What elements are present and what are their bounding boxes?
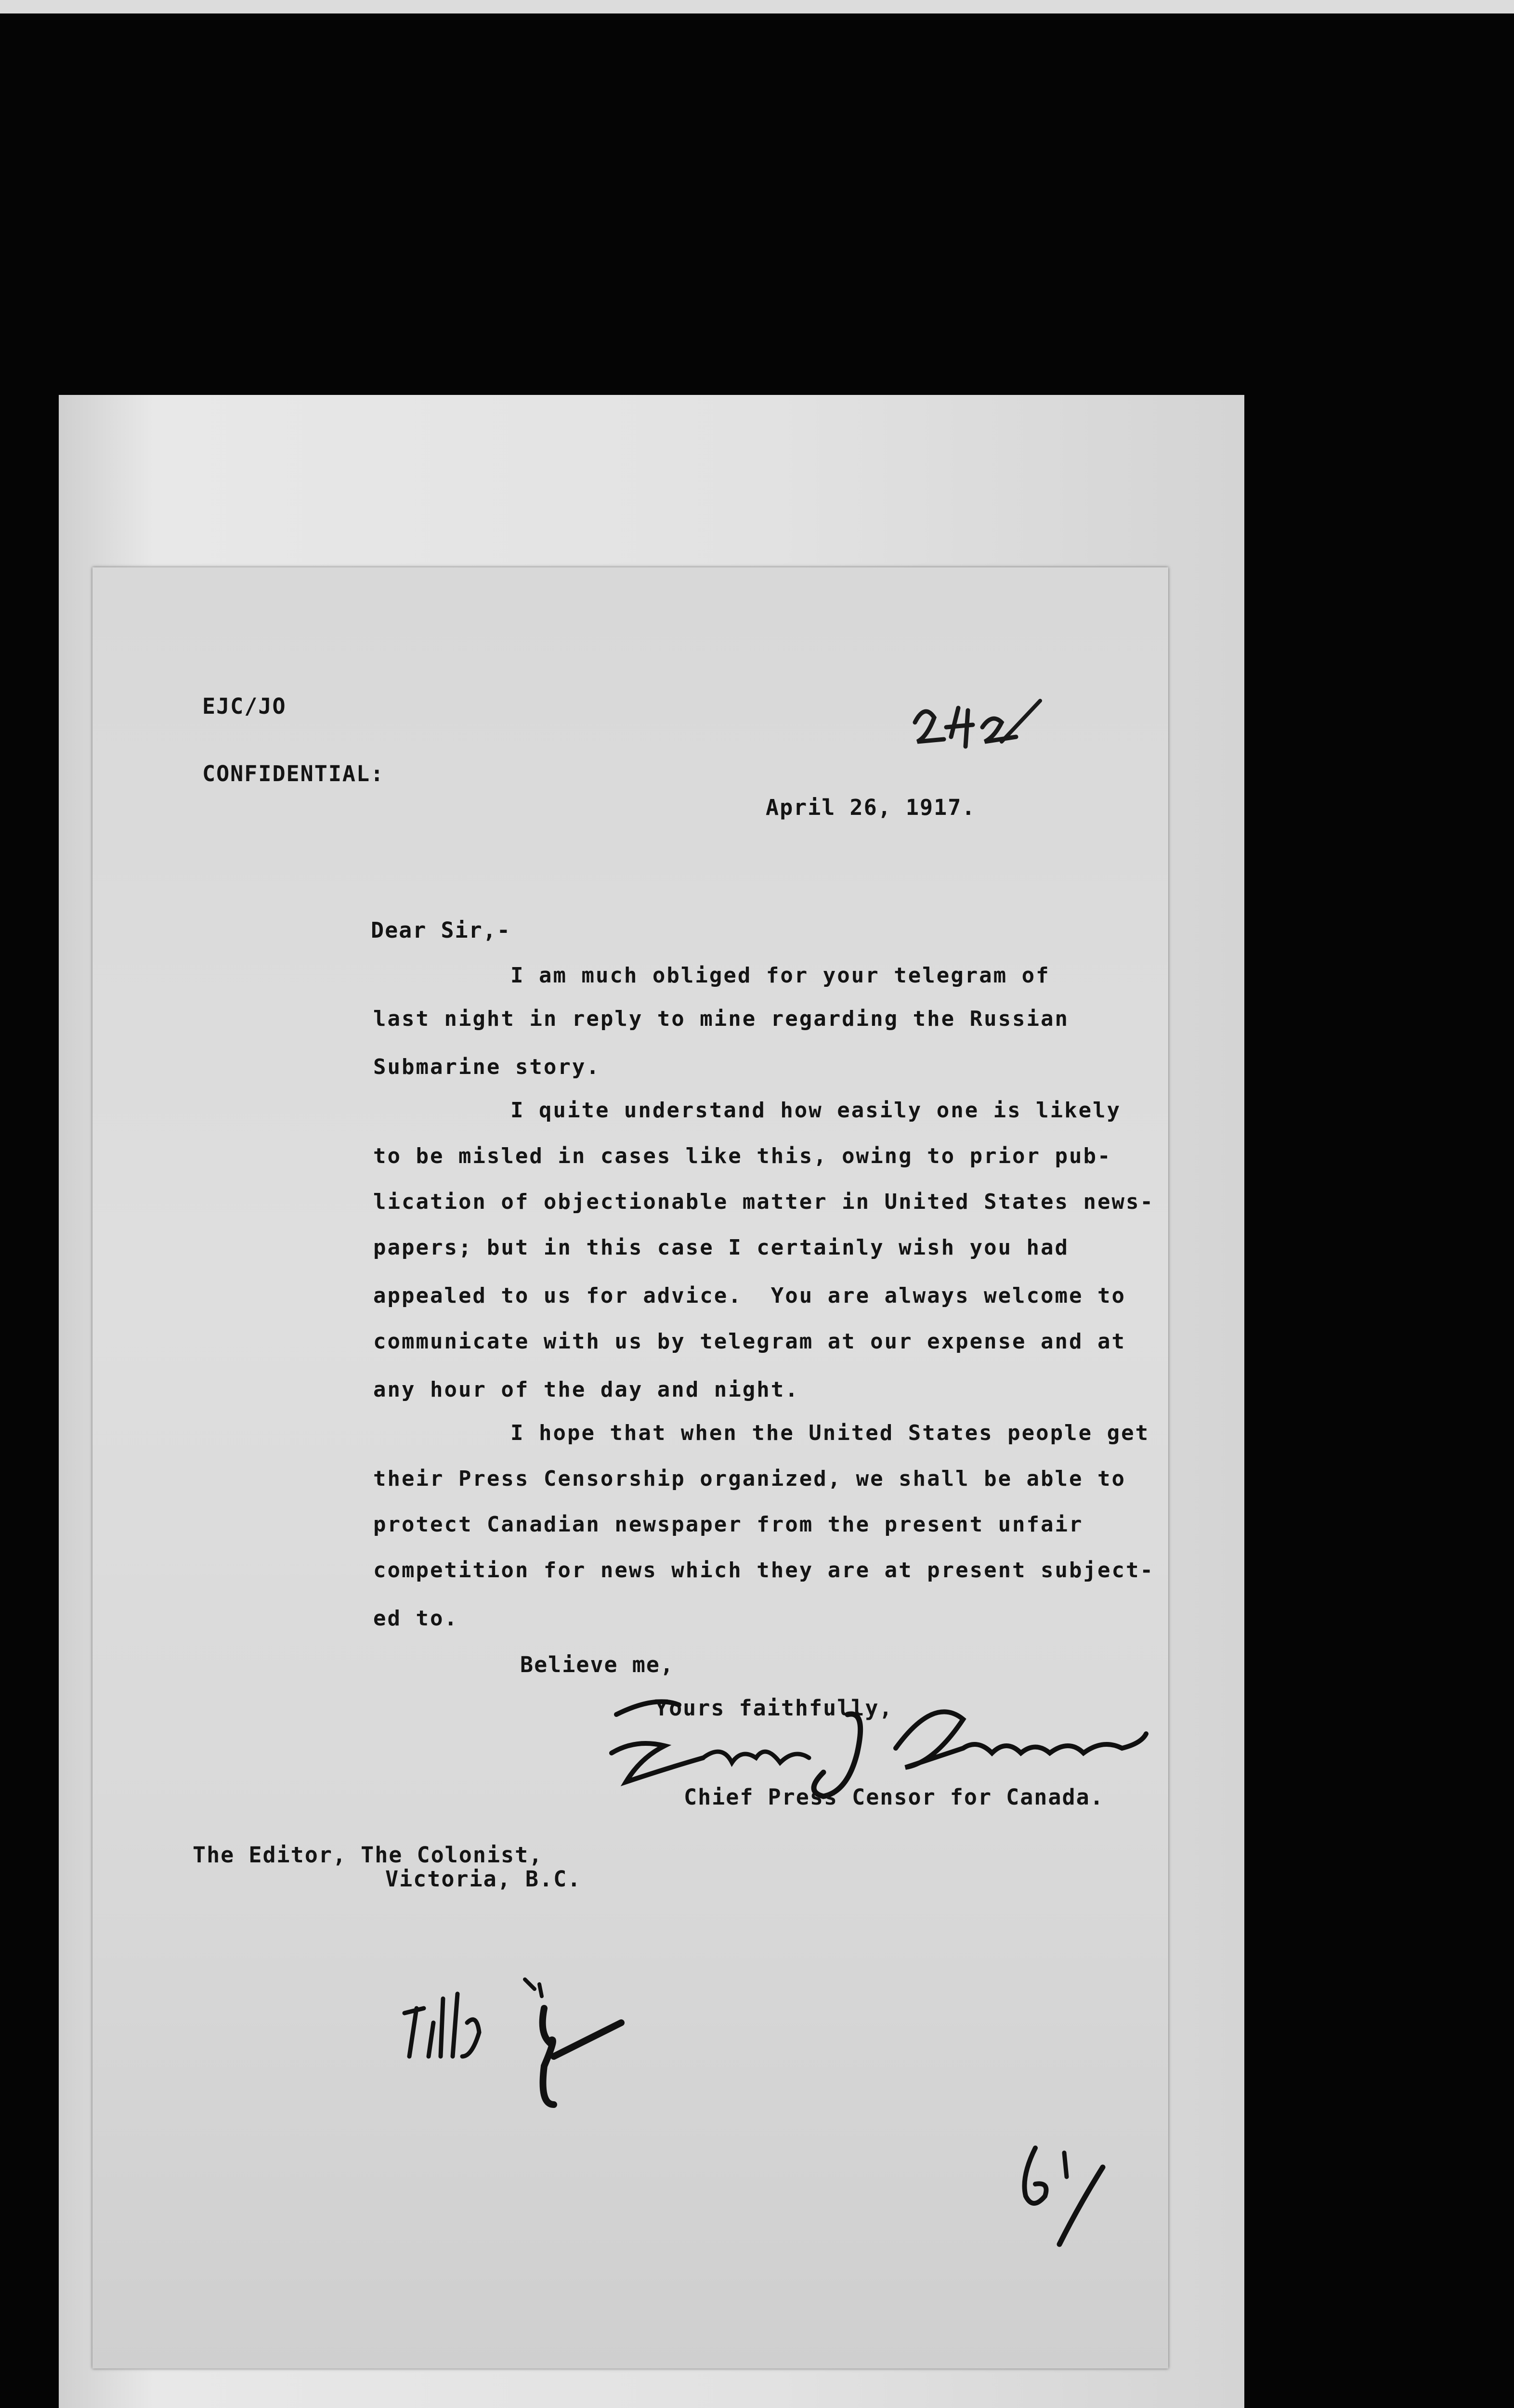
body-line: papers; but in this case I certainly wish you had [373, 1235, 1070, 1260]
body-line: ed to. [373, 1606, 458, 1631]
closing: Believe me, [520, 1652, 675, 1677]
body-line: last night in reply to mine regarding the Russian [373, 1007, 1070, 1031]
classification-label: CONFIDENTIAL: [202, 761, 385, 786]
body-line: I am much obliged for your telegram of [510, 963, 1050, 988]
reference-code: EJC/JO [202, 694, 287, 719]
body-line: Submarine story. [373, 1055, 600, 1079]
body-line: lication of objectionable matter in United States news- [373, 1190, 1154, 1214]
addressee-line: Victoria, B.C. [385, 1866, 582, 1892]
body-line: any hour of the day and night. [373, 1377, 799, 1402]
body-line: I hope that when the United States people get [510, 1421, 1150, 1445]
letter-date: April 26, 1917. [766, 795, 976, 820]
addressee-line: The Editor, The Colonist, [193, 1842, 543, 1868]
signer-title: Chief Press Censor for Canada. [684, 1784, 1104, 1810]
salutation: Dear Sir,- [371, 917, 511, 943]
handwritten-number-bottom [1011, 2138, 1117, 2254]
body-line: communicate with us by telegram at our expense and at [373, 1329, 1126, 1354]
body-line: appealed to us for advice. You are always welcome to [373, 1283, 1126, 1308]
body-line: protect Canadian newspaper from the present unfair [373, 1512, 1083, 1537]
handwritten-number-top [905, 694, 1045, 751]
body-line: to be misled in cases like this, owing to prior pub- [373, 1144, 1112, 1168]
body-line: their Press Censorship organized, we shall be able to [373, 1466, 1126, 1491]
handwritten-file-note [395, 1960, 645, 2124]
body-line: I quite understand how easily one is likely [510, 1098, 1122, 1123]
film-edge [0, 0, 1514, 13]
body-line: competition for news which they are at present subject- [373, 1558, 1154, 1583]
valediction: Yours faithfully, [655, 1695, 893, 1721]
